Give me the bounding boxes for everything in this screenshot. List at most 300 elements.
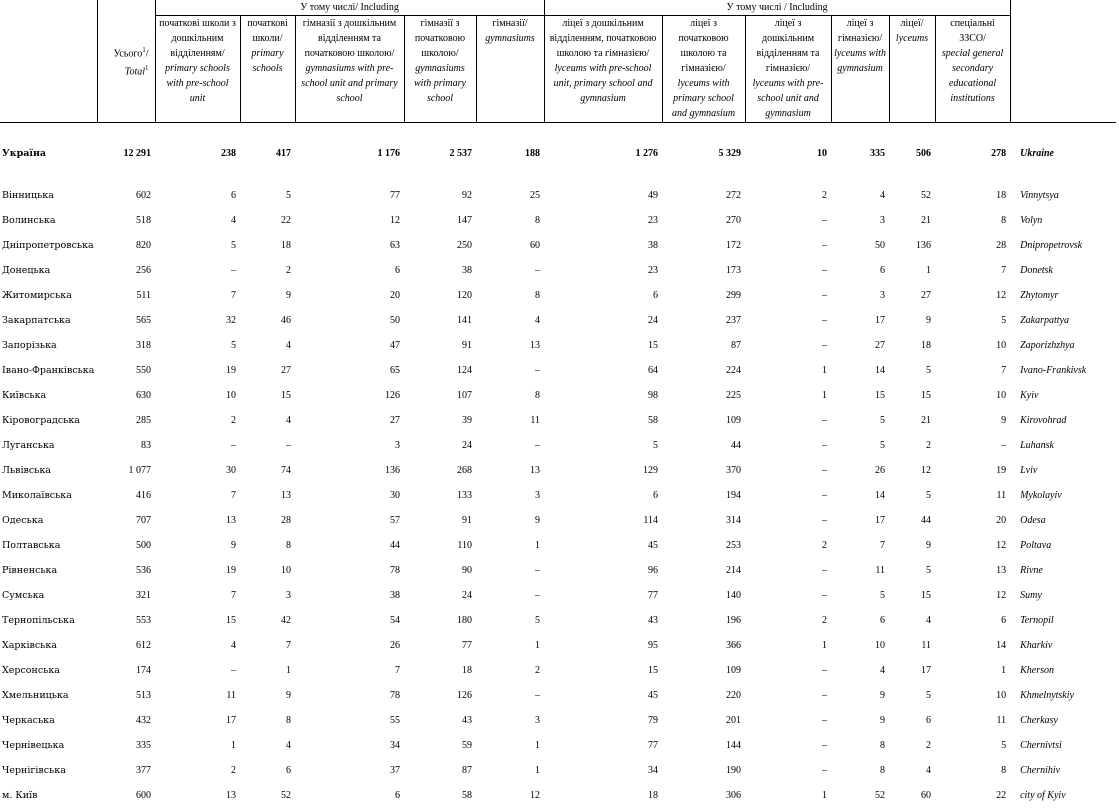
value-cell: 188: [476, 138, 544, 168]
region-name-ua: Черкаська: [0, 708, 97, 733]
value-cell: 9: [935, 408, 1010, 433]
value-cell: 511: [97, 283, 155, 308]
value-cell: 416: [97, 483, 155, 508]
value-cell: 224: [662, 358, 745, 383]
value-cell: 15: [889, 383, 935, 408]
value-cell: 15: [889, 583, 935, 608]
value-cell: 2: [155, 758, 240, 783]
value-cell: 58: [544, 408, 662, 433]
value-cell: 314: [662, 508, 745, 533]
region-name-en: Ternopil: [1010, 608, 1116, 633]
value-cell: 10: [935, 683, 1010, 708]
value-cell: 7: [831, 533, 889, 558]
value-cell: 34: [295, 733, 404, 758]
value-cell: –: [745, 208, 831, 233]
spacer-row: [0, 168, 1116, 183]
value-cell: 7: [155, 283, 240, 308]
value-cell: 21: [889, 208, 935, 233]
region-name-en: Rivne: [1010, 558, 1116, 583]
value-cell: 173: [662, 258, 745, 283]
value-cell: 27: [295, 408, 404, 433]
region-name-en: Chernihiv: [1010, 758, 1116, 783]
value-cell: 5: [476, 608, 544, 633]
table-row: [0, 383, 1116, 408]
value-cell: –: [745, 233, 831, 258]
value-cell: 15: [544, 333, 662, 358]
region-name-en: Luhansk: [1010, 433, 1116, 458]
region-name-ua: Миколаївська: [0, 483, 97, 508]
value-cell: 20: [935, 508, 1010, 533]
region-name-ua: Київська: [0, 383, 97, 408]
table-row: [0, 408, 1116, 433]
column-header: [544, 16, 662, 123]
value-cell: 8: [476, 383, 544, 408]
value-cell: 9: [476, 508, 544, 533]
table-row: [0, 633, 1116, 658]
region-name-ua: м. Київ: [0, 783, 97, 808]
value-cell: 1: [476, 633, 544, 658]
value-cell: 13: [155, 783, 240, 808]
value-cell: 91: [404, 333, 476, 358]
value-cell: –: [745, 733, 831, 758]
value-cell: 7: [295, 658, 404, 683]
value-cell: 147: [404, 208, 476, 233]
value-cell: –: [745, 558, 831, 583]
value-cell: 37: [295, 758, 404, 783]
value-cell: 5: [155, 333, 240, 358]
column-header: [295, 16, 404, 123]
value-cell: 1 276: [544, 138, 662, 168]
value-cell: 109: [662, 658, 745, 683]
value-cell: 5: [155, 233, 240, 258]
value-cell: 1: [935, 658, 1010, 683]
value-cell: 2: [745, 533, 831, 558]
value-cell: 190: [662, 758, 745, 783]
value-cell: 707: [97, 508, 155, 533]
value-cell: –: [745, 708, 831, 733]
value-cell: 417: [240, 138, 295, 168]
value-cell: 225: [662, 383, 745, 408]
column-header-ua: гімназії/: [479, 16, 542, 31]
value-cell: 74: [240, 458, 295, 483]
value-cell: 50: [831, 233, 889, 258]
value-cell: 4: [831, 658, 889, 683]
region-name-en: Dnipropetrovsk: [1010, 233, 1116, 258]
table-row: [0, 783, 1116, 808]
value-cell: 11: [935, 483, 1010, 508]
region-name-ua: Житомирська: [0, 283, 97, 308]
region-name-en: Khmelnytskiy: [1010, 683, 1116, 708]
table-body: [0, 123, 1116, 808]
table-row: [0, 358, 1116, 383]
region-name-ua: Харківська: [0, 633, 97, 658]
value-cell: 23: [544, 208, 662, 233]
value-cell: 506: [889, 138, 935, 168]
value-cell: 22: [935, 783, 1010, 808]
value-cell: 565: [97, 308, 155, 333]
value-cell: 3: [831, 208, 889, 233]
value-cell: 11: [935, 708, 1010, 733]
value-cell: 4: [889, 608, 935, 633]
column-header: [155, 16, 240, 123]
value-cell: 59: [404, 733, 476, 758]
value-cell: –: [745, 408, 831, 433]
value-cell: 278: [935, 138, 1010, 168]
value-cell: 9: [155, 533, 240, 558]
value-cell: 6: [240, 758, 295, 783]
value-cell: 174: [97, 658, 155, 683]
value-cell: –: [240, 433, 295, 458]
value-cell: 2: [889, 433, 935, 458]
value-cell: 50: [295, 308, 404, 333]
value-cell: 15: [155, 608, 240, 633]
value-cell: –: [745, 683, 831, 708]
value-cell: 6: [544, 483, 662, 508]
value-cell: 500: [97, 533, 155, 558]
value-cell: 65: [295, 358, 404, 383]
value-cell: –: [476, 433, 544, 458]
value-cell: 9: [240, 683, 295, 708]
region-name-ua: Кіровоградська: [0, 408, 97, 433]
value-cell: 1: [476, 733, 544, 758]
value-cell: 10: [745, 138, 831, 168]
value-cell: 600: [97, 783, 155, 808]
header-total: Усього$^1$/ Total$^1$: [97, 0, 155, 123]
value-cell: 196: [662, 608, 745, 633]
value-cell: 7: [935, 358, 1010, 383]
value-cell: –: [745, 483, 831, 508]
value-cell: 92: [404, 183, 476, 208]
value-cell: 253: [662, 533, 745, 558]
value-cell: –: [476, 683, 544, 708]
table-row: [0, 433, 1116, 458]
value-cell: 8: [935, 208, 1010, 233]
table-row: [0, 758, 1116, 783]
header-group-including-2: У тому числі / Including: [544, 0, 1010, 16]
spacer-row: [0, 123, 1116, 139]
table-row: [0, 558, 1116, 583]
column-header-en: gymnasiums: [479, 31, 542, 46]
value-cell: 27: [240, 358, 295, 383]
column-header: [831, 16, 889, 123]
column-header: [476, 16, 544, 123]
value-cell: –: [745, 458, 831, 483]
value-cell: 64: [544, 358, 662, 383]
value-cell: 5: [889, 558, 935, 583]
column-header-ua: ліцеї з дошкільним відділенням та гімназією/: [748, 16, 829, 76]
header-empty-left: [0, 0, 97, 123]
value-cell: 77: [404, 633, 476, 658]
value-cell: 18: [240, 233, 295, 258]
value-cell: 30: [155, 458, 240, 483]
column-header-ua: гімназії з дошкільним відділенням та початковою школою/: [298, 16, 402, 61]
value-cell: 1: [889, 258, 935, 283]
value-cell: 126: [295, 383, 404, 408]
value-cell: 109: [662, 408, 745, 433]
value-cell: 513: [97, 683, 155, 708]
value-cell: 8: [831, 758, 889, 783]
value-cell: 18: [935, 183, 1010, 208]
region-name-en: Odesa: [1010, 508, 1116, 533]
table-row: [0, 533, 1116, 558]
value-cell: 256: [97, 258, 155, 283]
region-name-en: Kirovohrad: [1010, 408, 1116, 433]
value-cell: 630: [97, 383, 155, 408]
value-cell: 14: [831, 483, 889, 508]
column-header-ua: початкові школи/: [243, 16, 293, 46]
column-header-en: lyceums with gymnasium: [834, 46, 887, 76]
value-cell: 4: [889, 758, 935, 783]
value-cell: 6: [935, 608, 1010, 633]
value-cell: 2 537: [404, 138, 476, 168]
value-cell: 8: [240, 708, 295, 733]
value-cell: 9: [831, 683, 889, 708]
value-cell: 2: [240, 258, 295, 283]
column-header-ua: гімназії з початковою школою/: [407, 16, 474, 61]
region-name-ua: Луганська: [0, 433, 97, 458]
region-name-en: Chernivtsi: [1010, 733, 1116, 758]
value-cell: 11: [889, 633, 935, 658]
value-cell: 10: [831, 633, 889, 658]
value-cell: 8: [935, 758, 1010, 783]
region-name-ua: Сумська: [0, 583, 97, 608]
value-cell: 83: [97, 433, 155, 458]
value-cell: 6: [889, 708, 935, 733]
value-cell: 77: [295, 183, 404, 208]
region-name-ua: Закарпатська: [0, 308, 97, 333]
value-cell: 1: [745, 358, 831, 383]
table-row: [0, 283, 1116, 308]
value-cell: 90: [404, 558, 476, 583]
value-cell: 77: [544, 583, 662, 608]
region-name-en: Lviv: [1010, 458, 1116, 483]
value-cell: 2: [155, 408, 240, 433]
value-cell: 4: [240, 333, 295, 358]
value-cell: 26: [295, 633, 404, 658]
value-cell: 15: [831, 383, 889, 408]
value-cell: 12: [889, 458, 935, 483]
value-cell: 377: [97, 758, 155, 783]
value-cell: –: [155, 433, 240, 458]
region-name-ua: Чернігівська: [0, 758, 97, 783]
value-cell: 335: [97, 733, 155, 758]
value-cell: 518: [97, 208, 155, 233]
value-cell: 2: [889, 733, 935, 758]
value-cell: 6: [295, 783, 404, 808]
region-name-ua: Львівська: [0, 458, 97, 483]
value-cell: 87: [404, 758, 476, 783]
table-row: [0, 233, 1116, 258]
value-cell: 24: [404, 583, 476, 608]
value-cell: 45: [544, 533, 662, 558]
table-row: [0, 608, 1116, 633]
table-row: [0, 208, 1116, 233]
region-name-en: city of Kyiv: [1010, 783, 1116, 808]
value-cell: –: [745, 433, 831, 458]
value-cell: 19: [155, 358, 240, 383]
value-cell: 10: [240, 558, 295, 583]
value-cell: 110: [404, 533, 476, 558]
header-empty-right: [1010, 0, 1116, 123]
value-cell: 98: [544, 383, 662, 408]
value-cell: 1: [745, 633, 831, 658]
value-cell: 5: [889, 483, 935, 508]
value-cell: 3: [476, 483, 544, 508]
value-cell: 1 077: [97, 458, 155, 483]
value-cell: 2: [476, 658, 544, 683]
value-cell: 8: [831, 733, 889, 758]
region-name-ua: Рівненська: [0, 558, 97, 583]
region-name-en: Ivano-Frankivsk: [1010, 358, 1116, 383]
value-cell: 91: [404, 508, 476, 533]
value-cell: –: [745, 283, 831, 308]
value-cell: 3: [295, 433, 404, 458]
table-row: [0, 458, 1116, 483]
value-cell: 612: [97, 633, 155, 658]
value-cell: –: [745, 658, 831, 683]
value-cell: 268: [404, 458, 476, 483]
value-cell: 9: [831, 708, 889, 733]
value-cell: 1: [240, 658, 295, 683]
value-cell: 38: [404, 258, 476, 283]
value-cell: 47: [295, 333, 404, 358]
value-cell: 536: [97, 558, 155, 583]
value-cell: –: [745, 508, 831, 533]
value-cell: 237: [662, 308, 745, 333]
value-cell: 58: [404, 783, 476, 808]
value-cell: 5: [935, 733, 1010, 758]
table-row: [0, 658, 1116, 683]
value-cell: 1: [745, 383, 831, 408]
value-cell: 17: [889, 658, 935, 683]
value-cell: 13: [935, 558, 1010, 583]
value-cell: 12: [295, 208, 404, 233]
value-cell: 19: [155, 558, 240, 583]
value-cell: 13: [476, 333, 544, 358]
value-cell: 44: [662, 433, 745, 458]
value-cell: 44: [889, 508, 935, 533]
value-cell: 11: [831, 558, 889, 583]
value-cell: 13: [240, 483, 295, 508]
region-name-ua: Хмельницька: [0, 683, 97, 708]
region-name-ua: Тернопільська: [0, 608, 97, 633]
value-cell: 3: [831, 283, 889, 308]
value-cell: 18: [544, 783, 662, 808]
value-cell: 820: [97, 233, 155, 258]
value-cell: 318: [97, 333, 155, 358]
value-cell: 7: [935, 258, 1010, 283]
value-cell: 4: [831, 183, 889, 208]
value-cell: 14: [935, 633, 1010, 658]
value-cell: 2: [745, 608, 831, 633]
column-header: [745, 16, 831, 123]
value-cell: –: [745, 258, 831, 283]
value-cell: 26: [831, 458, 889, 483]
value-cell: 114: [544, 508, 662, 533]
value-cell: 5: [889, 683, 935, 708]
value-cell: 5: [831, 408, 889, 433]
value-cell: 4: [476, 308, 544, 333]
value-cell: 220: [662, 683, 745, 708]
value-cell: 79: [544, 708, 662, 733]
value-cell: 18: [889, 333, 935, 358]
value-cell: 141: [404, 308, 476, 333]
value-cell: 25: [476, 183, 544, 208]
value-cell: 60: [476, 233, 544, 258]
value-cell: 78: [295, 558, 404, 583]
value-cell: 4: [155, 633, 240, 658]
value-cell: 78: [295, 683, 404, 708]
region-name-en: Donetsk: [1010, 258, 1116, 283]
value-cell: 5: [831, 583, 889, 608]
value-cell: 17: [831, 508, 889, 533]
region-name-ua: Волинська: [0, 208, 97, 233]
value-cell: 4: [240, 733, 295, 758]
table-row: [0, 733, 1116, 758]
value-cell: 11: [476, 408, 544, 433]
value-cell: 39: [404, 408, 476, 433]
value-cell: 10: [155, 383, 240, 408]
value-cell: –: [155, 258, 240, 283]
value-cell: 9: [240, 283, 295, 308]
column-header-en: gymnasiums with pre-school unit and primary school: [298, 61, 402, 106]
value-cell: 12: [476, 783, 544, 808]
value-cell: –: [745, 583, 831, 608]
value-cell: 42: [240, 608, 295, 633]
value-cell: 4: [240, 408, 295, 433]
value-cell: 5: [240, 183, 295, 208]
value-cell: 9: [889, 308, 935, 333]
region-name-ua: Херсонська: [0, 658, 97, 683]
region-name-ua: Вінницька: [0, 183, 97, 208]
column-header: [662, 16, 745, 123]
value-cell: 12: [935, 283, 1010, 308]
value-cell: 126: [404, 683, 476, 708]
column-header-en: lyceums: [892, 31, 933, 46]
table-row: [0, 183, 1116, 208]
value-cell: 1: [476, 758, 544, 783]
value-cell: 13: [155, 508, 240, 533]
value-cell: 15: [240, 383, 295, 408]
value-cell: –: [745, 758, 831, 783]
value-cell: 87: [662, 333, 745, 358]
column-header-en: lyceums with pre-school unit, primary school and gymnasium: [547, 61, 660, 106]
column-header-en: gymnasiums with primary school: [407, 61, 474, 106]
column-header-en: primary schools: [243, 46, 293, 76]
value-cell: 133: [404, 483, 476, 508]
region-name-en: Kyiv: [1010, 383, 1116, 408]
value-cell: 3: [240, 583, 295, 608]
region-name-ua: Дніпропетровська: [0, 233, 97, 258]
value-cell: 44: [295, 533, 404, 558]
table-row: [0, 258, 1116, 283]
region-name-ua: Одеська: [0, 508, 97, 533]
region-name-ua: Україна: [0, 138, 97, 168]
value-cell: 19: [935, 458, 1010, 483]
value-cell: 13: [476, 458, 544, 483]
value-cell: –: [155, 658, 240, 683]
value-cell: 107: [404, 383, 476, 408]
value-cell: 2: [745, 183, 831, 208]
value-cell: 77: [544, 733, 662, 758]
value-cell: 52: [240, 783, 295, 808]
region-name-en: Ukraine: [1010, 138, 1116, 168]
region-name-en: Zakarpattya: [1010, 308, 1116, 333]
column-header: [889, 16, 935, 123]
table-row: [0, 483, 1116, 508]
value-cell: 4: [155, 208, 240, 233]
value-cell: 12 291: [97, 138, 155, 168]
